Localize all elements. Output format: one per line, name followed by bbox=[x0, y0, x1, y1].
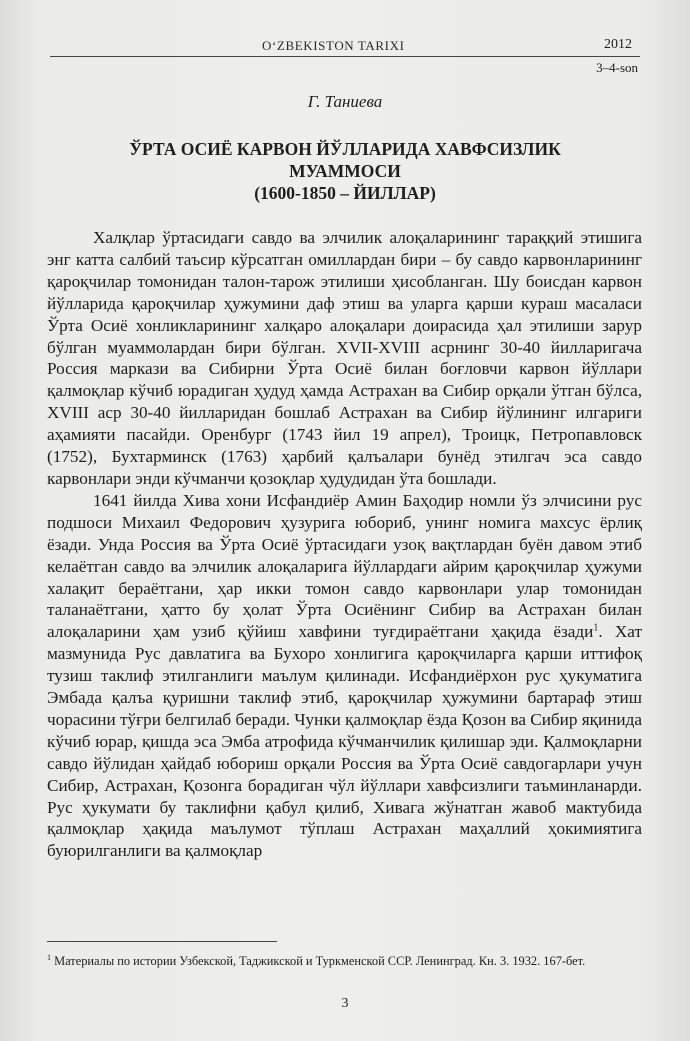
footnote-separator bbox=[47, 941, 277, 942]
publication-year: 2012 bbox=[604, 37, 632, 52]
footnote-number: 1 bbox=[47, 953, 51, 962]
journal-title: O‘ZBEKISTON TARIXI bbox=[262, 38, 405, 53]
body-paragraph bbox=[47, 490, 642, 862]
footnote bbox=[47, 949, 642, 970]
footnote-text: Материалы по истории Узбекской, Таджикской и Туркменской ССР. Ленинград. Кн. 3. 1932. 167-бет. bbox=[51, 954, 586, 969]
header-rule bbox=[50, 56, 640, 57]
issue-number: 3–4-son bbox=[596, 60, 638, 75]
running-header bbox=[50, 36, 640, 58]
title-line: МУАММОСИ bbox=[289, 161, 401, 181]
body-paragraph: Халқлар ўртасидаги савдо ва элчилик алоқаларининг тараққий этишига энг катта салбий таъсир кўрсатган омиллардан бири – бу савдо карвонларининг қароқчилар томонидан талон-тарож этилиши ҳисобланган. Шу боисдан карвон йўлларида қароқчилар ҳужумини даф этиш ва уларга қарши кураш масаласи Ўрта Осиё хонликларининг халқаро алоқалари доирасида ҳал этилиши зарур бўлган муаммолардан бири бўлган. XVII-XVIII асрнинг 30-40 йилларигача Россия маркази ва Сибирни Ўрта Осиё билан боғловчи карвон йўллари қалмоқлар кўчиб юрадиган ҳудуд ҳамда Астрахан ва Сибир орқали ўтган бўлса, XVIII аср 30-40 йилларидан бошлаб Астрахан ва Сибир йўлининг илгариги аҳамияти пасайди. Оренбург (1743 йил 19 апрел), Троицк, Петропавловск (1752), Бухтарминск (1763) ҳарбий қалъалари бунёд этилгач эса савдо карвонлари энди кўчманчи қозоқлар ҳудудидан ўта бошлади. bbox=[47, 228, 642, 488]
title-line: (1600-1850 – ЙИЛЛАР) bbox=[254, 183, 436, 203]
paragraph-text: 1641 йилда Хива хони Исфандиёр Амин Баҳодир номли ўз элчисини рус подшоси Михаил Федорович ҳузурига юбориб, унинг номига махсус ёрлиқ ёзади. Унда Россия ва Ўрта Осиё ўртасидаги узоқ вақтлардан буён давом этиб келаётган савдо ва элчилик алоқаларига йўллардаги айрим қароқчилар ҳужуми халақит бераётгани, ҳар икки томон савдо карвонлари улар томонидан таланаётгани, ҳатто бу ҳолат Ўрта Осиёнинг Сибир ва Астрахан билан алоқаларини ҳам узиб қўйиш хавфини туғдираётгани ҳақида ёзади bbox=[47, 490, 642, 642]
paragraph-text: . Хат мазмунида Рус давлатига ва Бухоро хонлигига қароқчиларга қарши иттифоқ тузиш таклиф этилганлиги маълум қилинади. Исфандиёрхон рус ҳукуматига Эмбада қалъа қуришни таклиф этиб, қароқчилар ҳужумини бартараф этиш чорасини тўғри белгилаб беради. Чунки қалмоқлар ёзда Қозон ва Сибир яқинида кўчиб юрар, қишда эса Эмба атрофида кўчманчилик қилишар эди. Қалмоқларни савдо йўлидан ҳайдаб юбориш орқали Россия ва Ўрта Осиё савдогарлари учун Сибир, Астрахан, Қозонга борадиган чўл йўллари хавфсизлиги таъминланарди. Рус ҳукумати бу таклифни қабул қилиб, Хивага жўнатган жавоб мактубида қалмоқлар ҳақида маълумот тўплаш Астрахан маҳаллий ҳокимиятига буюрилганлиги ва қалмоқлар bbox=[47, 622, 643, 861]
footnote-reference[interactable]: 1 bbox=[593, 622, 599, 634]
article-title bbox=[60, 138, 630, 204]
title-line: ЎРТА ОСИЁ КАРВОН ЙЎЛЛАРИДА ХАВФСИЗЛИК bbox=[129, 139, 561, 159]
article-author: Г. Таниева bbox=[307, 92, 383, 111]
article-body bbox=[47, 227, 642, 862]
page-number: 3 bbox=[341, 996, 349, 1011]
